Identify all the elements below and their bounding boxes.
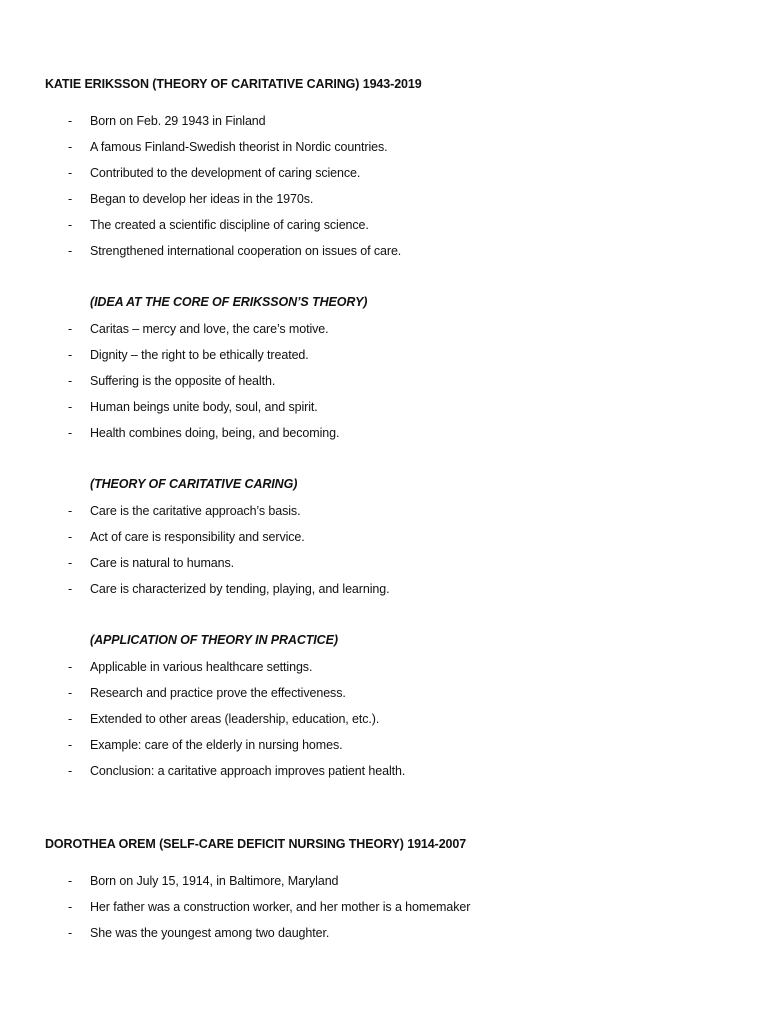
bullet-dash: - — [68, 114, 73, 128]
bullet-dash: - — [68, 374, 73, 388]
bullet-dash: - — [68, 900, 73, 914]
subsection-heading-core-idea: (IDEA AT THE CORE OF ERIKSSON’S THEORY) — [90, 295, 368, 309]
bullet-dash: - — [68, 348, 73, 362]
bullet-dash: - — [68, 426, 73, 440]
section-heading-eriksson: KATIE ERIKSSON (THEORY OF CARITATIVE CARING) 1943-2019 — [45, 77, 422, 91]
subsection-heading-caritative-caring: (THEORY OF CARITATIVE CARING) — [90, 477, 298, 491]
bullet-dash: - — [68, 556, 73, 570]
bullet-dash: - — [68, 192, 73, 206]
bullet-dash: - — [68, 660, 73, 674]
bullet-dash: - — [68, 244, 73, 258]
bullet-dash: - — [68, 926, 73, 940]
bullet-dash: - — [68, 764, 73, 778]
bullet-dash: - — [68, 140, 73, 154]
bullet-dash: - — [68, 218, 73, 232]
bullet-dash: - — [68, 166, 73, 180]
bullet-dash: - — [68, 530, 73, 544]
bullet-dash: - — [68, 738, 73, 752]
bullet-dash: - — [68, 686, 73, 700]
bullet-dash: - — [68, 712, 73, 726]
section-heading-orem: DOROTHEA OREM (SELF-CARE DEFICIT NURSING THEORY) 1914-2007 — [45, 837, 467, 851]
bullet-dash: - — [68, 582, 73, 596]
bullet-dash: - — [68, 400, 73, 414]
bullet-dash: - — [68, 504, 73, 518]
subsection-heading-application: (APPLICATION OF THEORY IN PRACTICE) — [90, 633, 338, 647]
bullet-dash: - — [68, 874, 73, 888]
bullet-dash: - — [68, 322, 73, 336]
